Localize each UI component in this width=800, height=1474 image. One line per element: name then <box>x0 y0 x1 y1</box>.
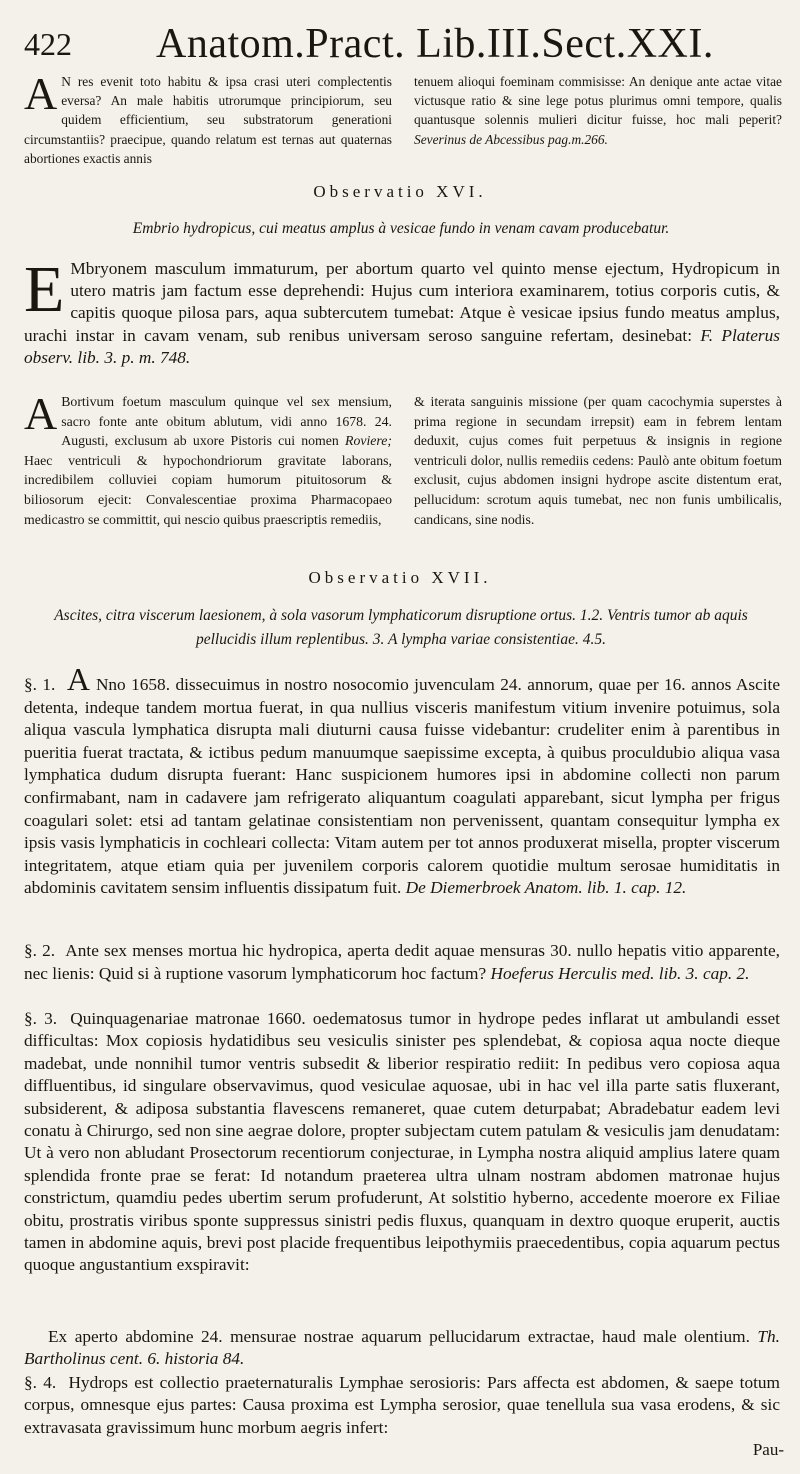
obs16-right-column <box>414 392 782 529</box>
drop-cap: E <box>24 253 65 326</box>
section-3-continuation <box>24 1326 780 1371</box>
top-left-text: N res evenit toto habitu & ipsa crasi uteri complectentis eversa? An male habitis utrorumque principiorum, seu quidem efficientium, seu substratorum generationi circumstantiis? praecipue, quando relatum est ternas aut quaternas abortiones exactis annis <box>24 74 392 166</box>
section-1 <box>24 661 781 900</box>
observation-16-subtitle: Embrio hydropicus, cui meatus amplus à vesicae fundo in venam cavam producebatur. <box>132 220 670 237</box>
section-marker: §. 3. <box>24 1009 58 1028</box>
running-head: Anatom.Pract. Lib.III.Sect.XXI. <box>156 21 714 67</box>
top-right-column <box>414 72 782 168</box>
top-right-text: tenuem alioqui foeminam commisisse: An denique ante actae vitae victusque ratio & sine lege potus plurimus omni tempore, qualis quantusque solennis mulieri dicitur fuisse, hoc mali peperit? <box>414 74 782 128</box>
page-number: 422 <box>24 26 72 62</box>
obs16-left-column <box>24 388 392 529</box>
observation-17-title: Observatio XVII. <box>308 568 492 587</box>
section-3 <box>24 1008 780 1277</box>
section-2 <box>24 940 780 985</box>
obs16-left-text-2: Haec ventriculi & hypochondriorum gravitate laborans, incredibilem colluviei copiam humorum pituitosorum & biliosorum ejecit: Convalescentiae proxima Pharmacopaeo medicastro se committit, qui nescio quibus praescriptis remediis, <box>24 452 392 527</box>
obs16-person-name: Roviere; <box>345 433 392 449</box>
drop-cap: A <box>66 661 90 697</box>
observation-16-paragraph <box>24 253 780 369</box>
observation-17-subtitle: Ascites, citra viscerum laesionem, à sola vasorum lymphaticorum disruptione ortus. 1.2. Ventris tumor ab aquis pellucidis illum replentibus. 3. A lympha variae consistentiae. 4.5. <box>54 607 748 648</box>
section-1-source: De Diemerbroek Anatom. lib. 1. cap. 12. <box>405 878 687 898</box>
page-header <box>24 18 786 70</box>
obs16-right-text: & iterata sanguinis missione (per quam cacochymia superstes à prima regione in secundam irrepsit) eam in febrem lentam deduxit, cujus comes fuit perpetuus & insignis in regione ventriculi dolor, nullis remediis cedens: Paulò ante obitum foetum exclusit, cujus abdomen insigni hydrope ascite distentum erat, pellucidum: scrotum aquis tumebat, nec non funis umbilicalis, candicans, sine nodis. <box>414 394 782 527</box>
observation-16-two-column-block <box>24 388 782 529</box>
section-2-text: Ante sex menses mortua hic hydropica, aperta dedit aquae mensuras 30. nullo hepatis vitio apparente, nec lienis: Quid si à ruptione vasorum lymphaticorum hoc factum? <box>24 941 780 983</box>
section-marker: §. 2. <box>24 941 56 960</box>
observation-16-title: Observatio XVI. <box>313 182 487 201</box>
section-1-text: Nno 1658. dissecuimus in nostro nosocomio juvenculam 24. annorum, quae per 16. annos Ascite detenta, indeque tandem mortua fuerat, in qua nullius visceris manifestum vitium invenire potuimus, sola aliqua vascula lymphatica disrupta mali diuturni causa fuisse videbantur: crudeliter enim à parentibus in pueritia fuerat tractata, & ictibus pedum manuumque saepissime excepta, à quibus proculdubio aliqua vasa lymphatica dudum disrupta fuerant: Hanc suspicionem humores ipsi in abdomine collecti non parum confirmabant, nam in cadavere jam refrigerato aliquantum coagulati apparebant, sicut lympha per frigus coagulari solet: etsi ad tantam gelatinae consistentiam non pervenissent, quantam consequitur lympha ex ipsis vasis lymphaticis in cochleari collecta: Vitam autem per tot annos produxerat misella, propter viscerum integritatem, atque etiam quia per juvenilem corporis calorem quotidie multum serosae humiditatis in abdominis cavitatem sensim influentis dissipatum fuit. <box>24 675 781 898</box>
top-right-source: Severinus de Abcessibus pag.m.266. <box>414 131 608 147</box>
section-4-text: Hydrops est collectio praeternaturalis Lymphae serosioris: Pars affecta est abdomen, & saepe totum corpus, omnesque ejus partes: Causa proxima est Lympha serosior, quae tenellula sua vasa erodens, & sic extravasata gravissimum hunc morbum aegris infert: <box>24 1373 780 1437</box>
section-marker: §. 1. <box>24 675 56 694</box>
catchword: Pau- <box>752 1440 784 1459</box>
drop-cap: A <box>24 388 58 439</box>
section-3-text: Quinquagenariae matronae 1660. oedematosus tumor in hydrope pedes inflarat ut ambulandi esset difficultas: Mox copiosis hydatidibus seu vesiculis sinister pes splendebat, & copiosa aqua nocte dieque madebat, unde nonnihil tumor ventris subsedit & liberior respiratio rediit: In pedibus vero copiosa aqua diffluentibus, id singulare observavimus, quod vesiculae aquosae, ubi in hac vel illa parte satis fluxerant, subsiderent, & adiposa substantia flavescens remaneret, quae cutem deturpabat; Abradebatur eadem levi conatu à Chirurgo, sed non sine aegrae dolore, propter subjectam cutem patulam & vesiculis jam denudatam: Ut à vero non abludant Prosectorum recentiorum conjecturae, in Lympha nostra aliquid amplius latere quam splendida fronte prae se ferat: Id notandum praeterea ultra ulnam nostram abdomen matronae hujus constrictum, quamdiu pedes ubertim serum profuderunt, At solstitio hyberno, accedente moerore ex Filiae obitu, prostratis viribus sponte suppressus sinistri pedis fluxus, quanquam in dextro quoque eruperit, auctis tamen in abdomine aquis, brevi post placide frequentibus leipothymiis praecedentibus, copia aquarum pectus quoque angustantium exspiravit: <box>24 1009 780 1275</box>
obs16-left-text-1: Bortivum foetum masculum quinque vel sex mensium, sacro fonte ante obitum ablutum, vidi anno 1678. 24. Augusti, exclusum ab uxore Pistoris cui nomen <box>61 394 392 449</box>
drop-cap: A <box>24 68 58 119</box>
section-3b-source: Th. Bartholinus cent. 6. historia 84. <box>24 1327 780 1369</box>
observation-16-source: F. Platerus observ. lib. 3. p. m. 748. <box>24 325 780 367</box>
section-4 <box>24 1372 780 1439</box>
top-two-column-block <box>24 68 782 168</box>
section-2-source: Hoeferus Herculis med. lib. 3. cap. 2. <box>490 963 750 983</box>
section-3b-text: Ex aperto abdomine 24. mensurae nostrae aquarum pellucidarum extractae, haud male olentium. <box>48 1327 750 1346</box>
observation-16-text: Mbryonem masculum immaturum, per abortum quarto vel quinto mense ejectum, Hydropicum in utero matris jam factum esse deprehendi: Hujus cum interiora examinarem, totius corporis cutis, & capitis quoque pilosa pars, aqua subtercutem tumebat: Atque è vesicae ipsius fundo meatus amplus, urachi instar in cavam venam, sub renibus universam seroso sanguine refertam, desinebat: <box>24 259 780 345</box>
section-marker: §. 4. <box>24 1373 57 1392</box>
top-left-column <box>24 68 392 168</box>
